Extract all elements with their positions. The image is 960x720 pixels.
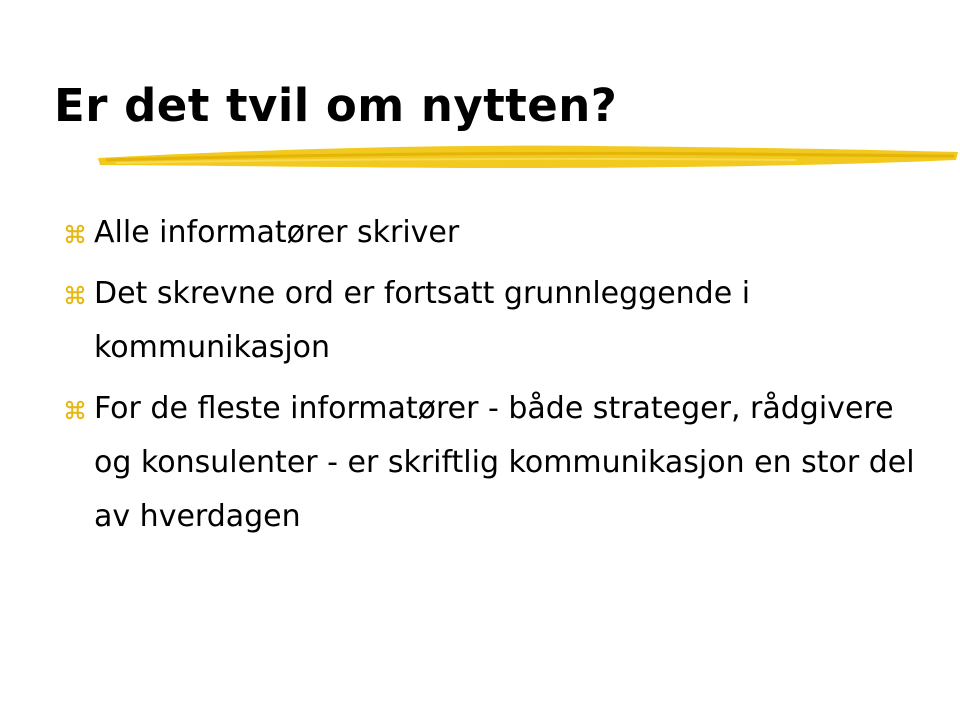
command-key-icon: [64, 399, 86, 421]
bullet-text: For de fleste informatører - både strateger, rådgivere og konsulenter - er skriftlig kommunikasjon en stor del av hverdagen: [94, 391, 915, 534]
slide-title: Er det tvil om nytten?: [54, 79, 618, 132]
bullet-list: [60, 206, 940, 551]
bullet-item: [60, 382, 920, 544]
command-key-icon: [64, 284, 86, 306]
title-underline-brush: [96, 138, 960, 178]
bullet-text: Det skrevne ord er fortsatt grunnleggende i kommunikasjon: [94, 276, 751, 365]
bullet-text: Alle informatører skriver: [94, 215, 460, 250]
command-key-icon: [64, 223, 86, 245]
bullet-item: [60, 206, 920, 260]
bullet-item: [60, 267, 920, 375]
